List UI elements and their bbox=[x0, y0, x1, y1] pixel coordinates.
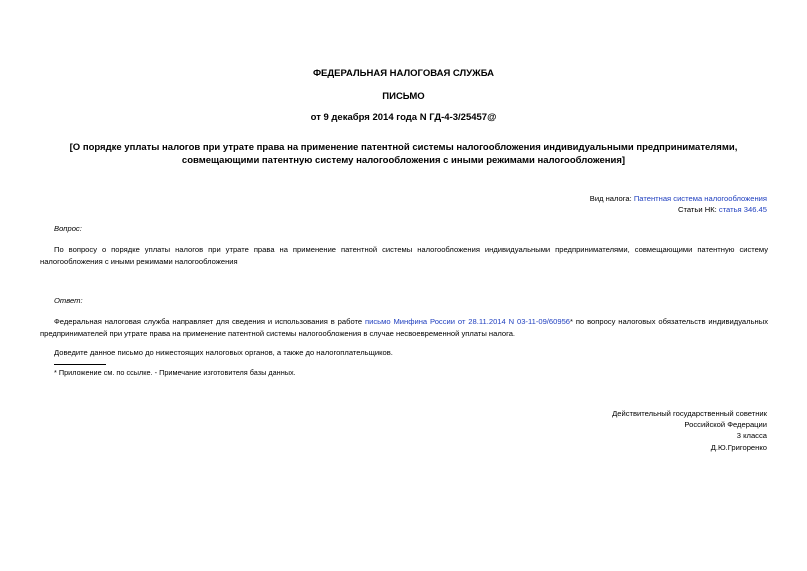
answer-instruction: Доведите данное письмо до нижестоящих налоговых органов, а также до налогоплательщиков. bbox=[54, 348, 393, 357]
footnote: * Приложение см. по ссылке. - Примечание изготовителя базы данных. bbox=[54, 368, 296, 377]
signature-line-3: 3 класса bbox=[736, 431, 767, 441]
article-link[interactable]: статья 346.45 bbox=[718, 205, 767, 214]
answer-text-end: * по вопросу налоговых обязательств индивидуальных предпринимателей при утрате права на применение патентной системы налогообложения в случае несвоевременной уплаты налога. bbox=[40, 317, 768, 338]
article-label: Статьи НК: bbox=[678, 205, 719, 214]
signature-line-1: Действительный государственный советник bbox=[612, 409, 767, 418]
footnote-divider bbox=[54, 364, 106, 365]
minfin-letter-link[interactable]: письмо Минфина России от 28.11.2014 N 03-11-09/60956 bbox=[365, 317, 571, 326]
tax-type-line bbox=[590, 194, 767, 203]
answer-text-start: Федеральная налоговая служба направляет для сведения и использования в работе bbox=[54, 317, 366, 326]
tax-type-link[interactable]: Патентная система налогообложения bbox=[633, 194, 767, 203]
question-label: Вопрос: bbox=[54, 224, 82, 233]
agency-heading: ФЕДЕРАЛЬНАЯ НАЛОГОВАЯ СЛУЖБА bbox=[312, 68, 495, 79]
tax-type-label: Вид налога: bbox=[589, 194, 634, 203]
signatory-name: Д.Ю.Григоренко bbox=[710, 442, 767, 452]
signature-line-2: Российской Федерации bbox=[684, 420, 767, 430]
answer-label: Ответ: bbox=[54, 296, 83, 305]
document-title: [О порядке уплаты налогов при утрате права на применение патентной системы налогообложения индивидуальными предпринимателями, совмещающими патентную систему налогообложения с иными режимами налогообложения] bbox=[69, 142, 738, 166]
answer-text bbox=[40, 316, 768, 339]
date-number-heading: от 9 декабря 2014 года N ГД-4-3/25457@ bbox=[310, 112, 497, 123]
signature-block bbox=[612, 408, 767, 453]
document-type-heading: ПИСЬМО bbox=[382, 91, 425, 102]
article-line bbox=[678, 205, 767, 214]
question-text: По вопросу о порядке уплаты налогов при утрате права на применение патентной системы налогообложения индивидуальными предпринимателями, совмещающими патентную систему налогообложения с иными режимами налогообложения bbox=[40, 245, 768, 266]
